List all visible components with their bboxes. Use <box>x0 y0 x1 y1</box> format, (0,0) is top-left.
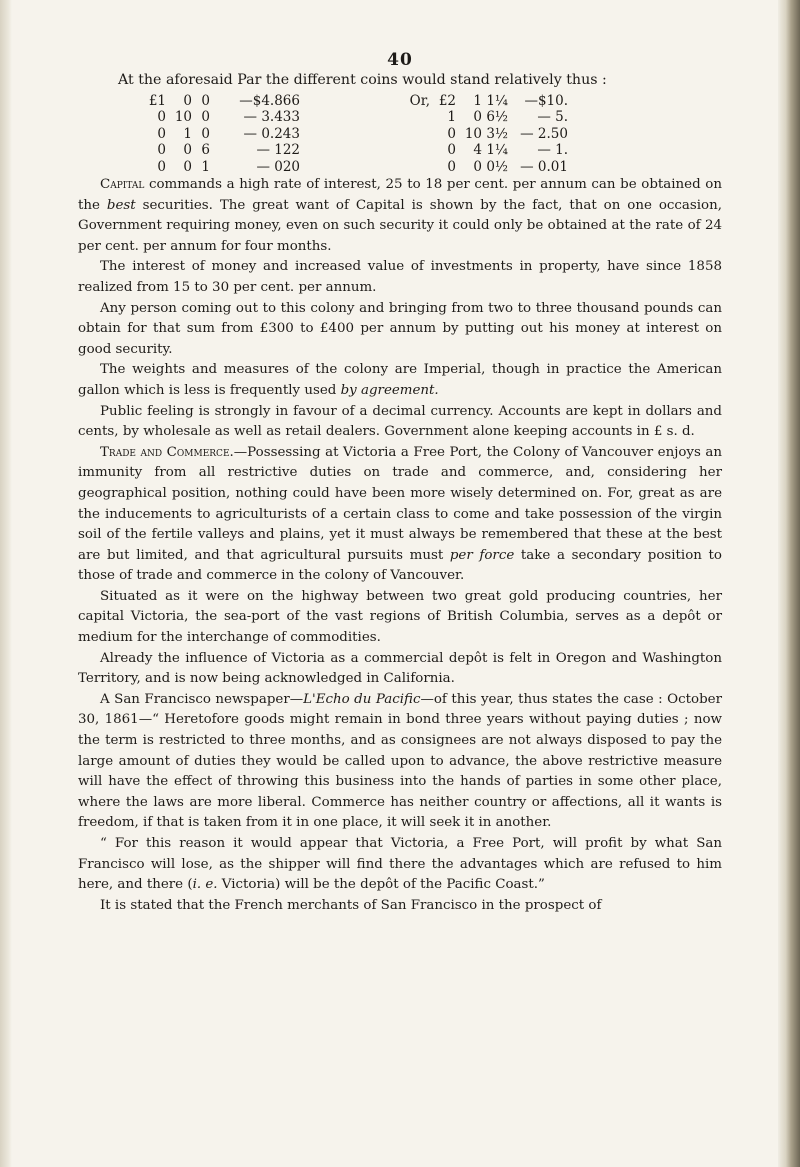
coin-row: Or, £2 1 1¼ —$10. <box>400 93 568 109</box>
section-heading: Capital <box>100 177 145 192</box>
coin-row: £1 0 0 —$4.866 <box>148 93 300 109</box>
coin-table-left <box>140 93 300 175</box>
coin-table-right <box>400 93 568 175</box>
paragraph-interest: The interest of money and increased value of investments in property, have since 1858 realized from 15 to 30 per cent. per annum. <box>78 259 722 295</box>
paragraph-weights: The weights and measures of the colony are Imperial, though in practice the American gallon which is less is frequently used by agreement. <box>78 362 722 398</box>
paragraph-capital: Capital commands a high rate of interest, 25 to 18 per cent. per annum can be obtained on the best securities. The great want of Capital is shown by the fact, that on one occasion, Government requiring money, even on such security it could only be obtained at the rate of 24 per cent. per annum for four months. <box>78 177 723 254</box>
coin-row: 0 0 6 — 122 <box>157 142 300 159</box>
paragraph-influence: Already the influence of Victoria as a commercial depôt is felt in Oregon and Washington Territory, and is now being acknowledged in California. <box>78 650 722 687</box>
page-left-edge <box>0 0 12 1167</box>
coin-row: 1 0 6½ — 5. <box>447 109 568 126</box>
intro-line: At the aforesaid Par the different coins would stand relatively thus : <box>118 72 607 88</box>
paragraph-emigrant: Any person coming out to this colony and bringing from two to three thousand pounds can obtain for that sum from £300 to £400 per annum by putting out his money at interest on good security. <box>78 300 722 357</box>
coin-row: 0 1 0 — 0.243 <box>157 125 300 142</box>
paragraph-currency: Public feeling is strongly in favour of a decimal currency. Accounts are kept in dollars and cents, by wholesale as well as retail dealers. Government alone keeping accounts in £ s. d. <box>78 403 722 440</box>
coin-row: 0 10 0 — 3.433 <box>157 109 300 126</box>
paragraph-free-port: “ For this reason it would appear that Victoria, a Free Port, will profit by what San Francisco will lose, as the shipper will find there the advantages which are refused to him here, and there (i. e. Victoria) will be the depôt of the Pacific Coast.” <box>78 836 722 893</box>
paragraph-situated: Situated as it were on the highway between two great gold producing countries, her capital Victoria, the sea-port of the vast regions of British Columbia, serves as a depôt or medium for the interchange of commodities. <box>78 588 722 646</box>
page-number: 40 <box>387 50 413 70</box>
paragraph-french-merchants: It is stated that the French merchants of San Francisco in the prospect of <box>100 897 602 913</box>
coin-row: 0 0 1 — 020 <box>157 158 300 175</box>
coin-row: 0 0 0½ — 0.01 <box>447 158 568 175</box>
paragraph-trade: Trade and Commerce.—Possessing at Victoria a Free Port, the Colony of Vancouver enjoys an immunity from all restrictive duties on trade and commerce, and, considering her geographical position, nothing could have been more wisely determined on. For, great as are the inducements to agriculturists of a certain class to come and take possession of the virgin soil of the fertile valleys and plains, yet it must always be remembered that these at the best are but limited, and that agricultural pursuits must per force take a secondary position to those of trade and commerce in the colony of Vancouver. <box>78 444 722 584</box>
or-label: Or, <box>409 93 430 109</box>
coin-row: 0 4 1¼ — 1. <box>447 142 568 159</box>
paragraph-newspaper: A San Francisco newspaper—L'Echo du Pacific—of this year, thus states the case : October 30, 1861—“ Heretofore goods might remain in bond three years without paying duties ; now the term is restricted to three months, and as consignees are not always disposed to pay the large amount of duties they would be called upon to advance, the above restrictive measure will have the effect of throwing this business into the hands of parties in some other place, where the laws are more liberal. Commerce has neither country or affections, all it wants is freedom, if that is taken from it in one place, it will seek it in another. <box>78 691 722 831</box>
section-heading: Trade and Commerce. <box>100 444 234 460</box>
coin-row: 0 10 3½ — 2.50 <box>447 125 568 142</box>
body-text <box>78 175 722 916</box>
page-right-edge <box>778 0 800 1167</box>
